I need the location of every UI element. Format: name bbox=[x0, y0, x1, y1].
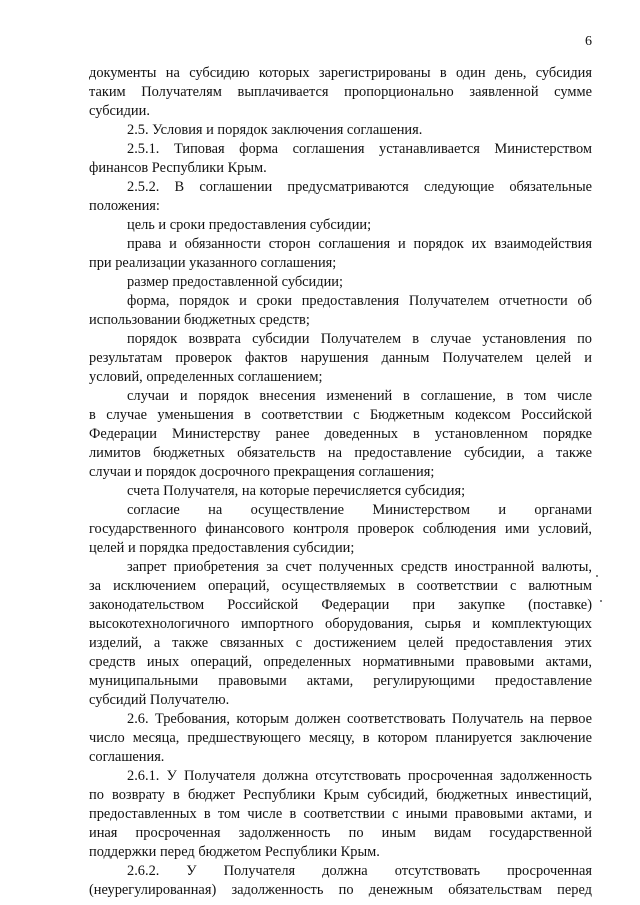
text-line: субсидии. bbox=[89, 103, 150, 119]
text-line: таким Получателям выплачивается пропорционально заявленной сумме bbox=[89, 84, 592, 100]
text-line: 2.6.2. У Получателя должна отсутствовать просроченная bbox=[127, 863, 592, 879]
text-line: положения: bbox=[89, 198, 160, 214]
text-line: (неурегулированная) задолженность по денежным обязательствам перед bbox=[89, 882, 592, 898]
text-line: в случае уменьшения в соответствии с Бюджетным кодексом Российской bbox=[89, 407, 592, 423]
text-line: права и обязанности сторон соглашения и порядок их взаимодействия bbox=[127, 236, 592, 252]
text-line: иная просроченная задолженность по иным видам государственной bbox=[89, 825, 592, 841]
text-line: условий, определенных соглашением; bbox=[89, 369, 323, 385]
text-line: согласие на осуществление Министерством и органами bbox=[127, 502, 592, 518]
text-line: Федерации Министерству ранее доведенных в установленном порядке bbox=[89, 426, 592, 442]
text-line: по возврату в бюджет Республики Крым субсидий, бюджетных инвестиций, bbox=[89, 787, 592, 803]
text-line: поддержки перед бюджетом Республики Крым. bbox=[89, 844, 380, 860]
text-line: 2.5.2. В соглашении предусматриваются следующие обязательные bbox=[127, 179, 592, 195]
text-line: форма, порядок и сроки предоставления Получателем отчетности об bbox=[127, 293, 592, 309]
text-line: счета Получателя, на которые перечисляется субсидия; bbox=[127, 483, 466, 499]
scan-speck bbox=[600, 600, 602, 602]
text-line: использовании бюджетных средств; bbox=[89, 312, 310, 328]
scan-speck bbox=[596, 575, 598, 577]
text-line: результатам проверок фактов нарушения данным Получателем целей и bbox=[89, 350, 592, 366]
text-line: субсидий Получателю. bbox=[89, 692, 230, 708]
text-line: запрет приобретения за счет полученных средств иностранной валюты, bbox=[127, 559, 592, 575]
text-line: лимитов бюджетных обязательств на предоставление субсидии, а также bbox=[89, 445, 592, 461]
text-line: 2.5.1. Типовая форма соглашения устанавливается Министерством bbox=[127, 141, 592, 157]
text-line: цель и сроки предоставления субсидии; bbox=[127, 217, 372, 233]
text-line: случаи и порядок внесения изменений в соглашение, в том числе bbox=[127, 388, 592, 404]
text-line: целей и порядка предоставления субсидии; bbox=[89, 540, 355, 556]
text-line: порядок возврата субсидии Получателем в случае установления по bbox=[127, 331, 592, 347]
text-line: число месяца, предшествующего месяцу, в котором планируется заключение bbox=[89, 730, 592, 746]
text-line: предоставленных в том числе в соответствии с иными правовыми актами, и bbox=[89, 806, 592, 822]
text-line: 2.5. Условия и порядок заключения соглашения. bbox=[127, 122, 423, 138]
text-line: 2.6.1. У Получателя должна отсутствовать просроченная задолженность bbox=[127, 768, 592, 784]
text-line: законодательством Российской Федерации при закупке (поставке) bbox=[89, 597, 592, 613]
text-line: высокотехнологичного импортного оборудования, сырья и комплектующих bbox=[89, 616, 592, 632]
text-line: 2.6. Требования, которым должен соответствовать Получатель на первое bbox=[127, 711, 592, 727]
text-line: муниципальными правовыми актами, регулирующими предоставление bbox=[89, 673, 592, 689]
text-line: случаи и порядок досрочного прекращения соглашения; bbox=[89, 464, 435, 480]
text-line: соглашения. bbox=[89, 749, 165, 765]
text-line: финансов Республики Крым. bbox=[89, 160, 267, 176]
text-line: за исключением операций, осуществляемых в соответствии с валютным bbox=[89, 578, 592, 594]
text-line: изделий, а также связанных с достижением целей предоставления этих bbox=[89, 635, 592, 651]
page-number: 6 bbox=[585, 34, 592, 49]
text-line: средств иных операций, определенных нормативными правовыми актами, bbox=[89, 654, 592, 670]
text-line: документы на субсидию которых зарегистрированы в один день, субсидия bbox=[89, 65, 592, 81]
text-line: при реализации указанного соглашения; bbox=[89, 255, 337, 271]
text-line: размер предоставленной субсидии; bbox=[127, 274, 343, 290]
text-line: государственного финансового контроля проверок соблюдения ими условий, bbox=[89, 521, 592, 537]
